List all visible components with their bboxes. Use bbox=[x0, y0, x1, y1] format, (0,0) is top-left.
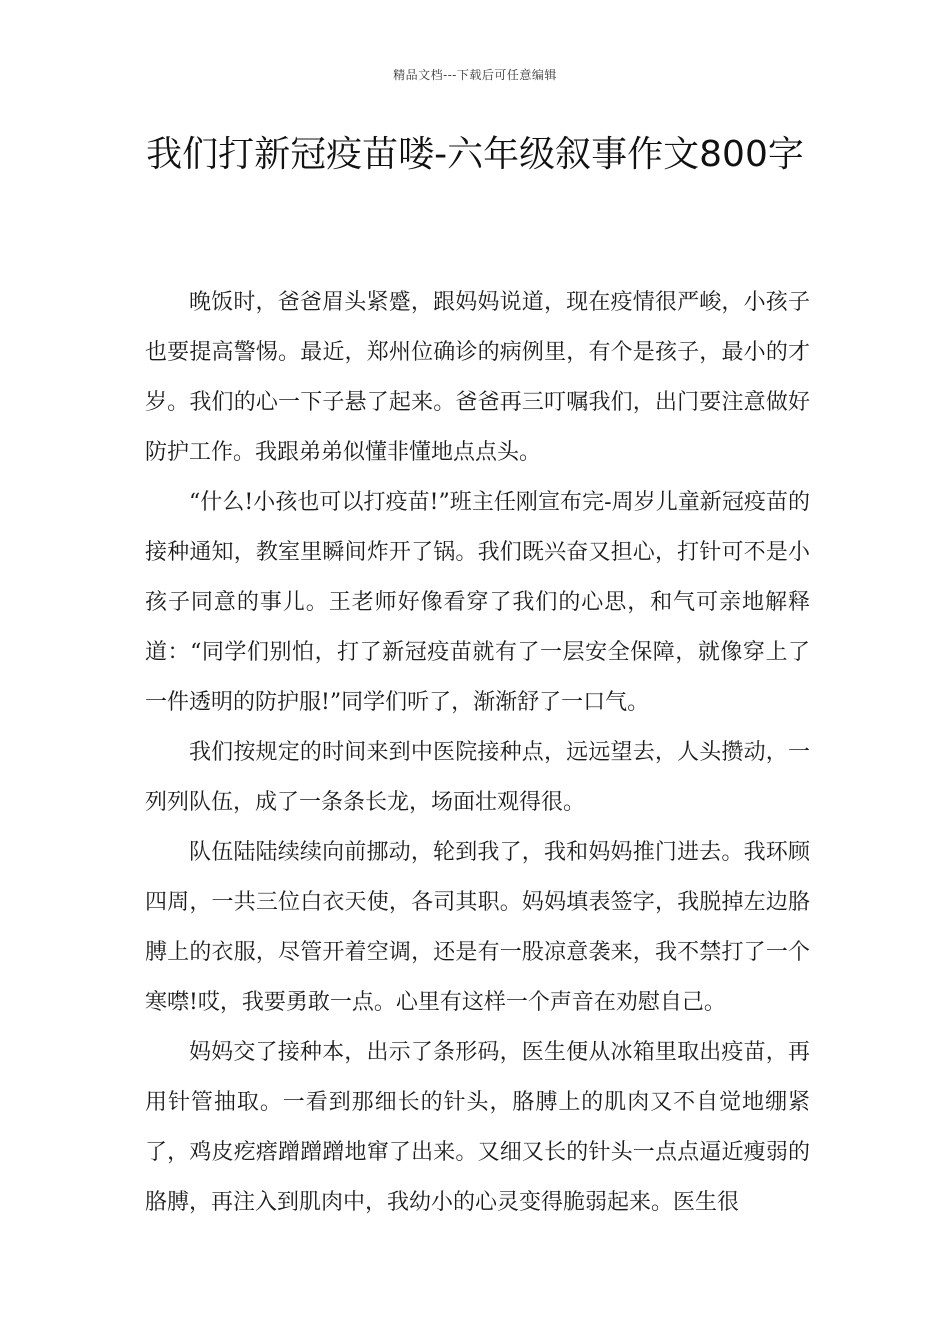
paragraph: “什么!小孩也可以打疫苗!”班主任刚宣布完-周岁儿童新冠疫苗的接种通知，教室里瞬间炸开了锅。我们既兴奋又担心，打针可不是小孩子同意的事儿。王老师好像看穿了我们的心思，和气可亲地解释道：“同学们别怕，打了新冠疫苗就有了一层安全保障，就像穿上了一件透明的防护服!”同学们听了，渐渐舒了一口气。 bbox=[145, 490, 810, 715]
paragraph: 我们按规定的时间来到中医院接种点，远远望去，人头攒动，一列列队伍，成了一条条长龙，场面壮观得很。 bbox=[145, 740, 810, 815]
document-title: 我们打新冠疫苗喽-六年级叙事作文800字 bbox=[146, 134, 804, 175]
header-note: 精品文档---下载后可任意编辑 bbox=[393, 68, 557, 82]
paragraph: 队伍陆陆续续向前挪动，轮到我了，我和妈妈推门进去。我环顾四周，一共三位白衣天使，各司其职。妈妈填表签字，我脱掉左边胳膊上的衣服，尽管开着空调，还是有一股凉意袭来，我不禁打了一个寒噤!哎，我要勇敢一点。心里有这样一个声音在劝慰自己。 bbox=[145, 840, 810, 1015]
article-body bbox=[145, 278, 810, 1228]
paragraph: 晚饭时，爸爸眉头紧蹙，跟妈妈说道，现在疫情很严峻，小孩子也要提高警惕。最近，郑州位确诊的病例里，有个是孩子，最小的才岁。我们的心一下子悬了起来。爸爸再三叮嘱我们，出门要注意做好防护工作。我跟弟弟似懂非懂地点点头。 bbox=[145, 290, 810, 465]
paragraph: 妈妈交了接种本，出示了条形码，医生便从冰箱里取出疫苗，再用针管抽取。一看到那细长的针头，胳膊上的肌肉又不自觉地绷紧了，鸡皮疙瘩蹭蹭蹭地窜了出来。又细又长的针头一点点逼近瘦弱的胳膊，再注入到肌肉中，我幼小的心灵变得脆弱起来。医生很 bbox=[145, 1040, 810, 1215]
